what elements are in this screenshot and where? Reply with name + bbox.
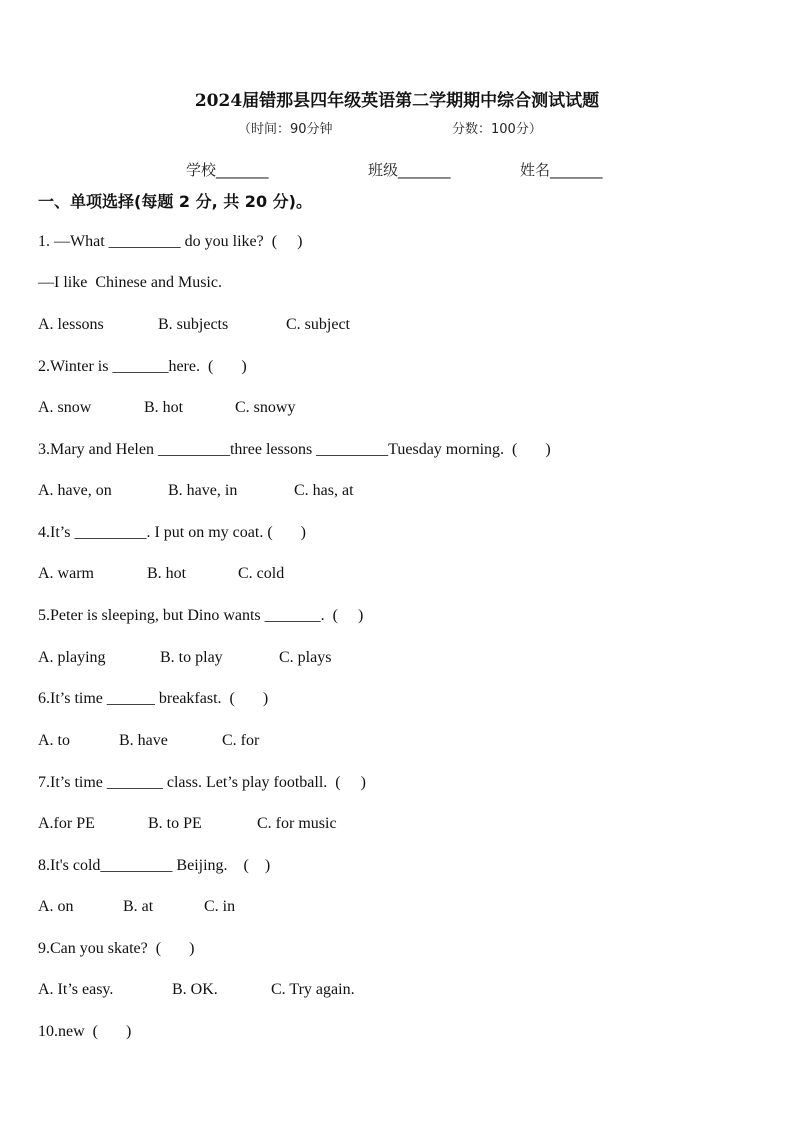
option-c[interactable]: C. Try again. bbox=[271, 981, 355, 998]
question-stem: 3.Mary and Helen _________three lessons _________Tuesday morning. ( ) bbox=[38, 441, 551, 458]
option-a[interactable]: A. lessons bbox=[38, 316, 104, 333]
option-b[interactable]: B. have bbox=[119, 732, 168, 749]
option-b[interactable]: B. at bbox=[123, 898, 154, 915]
option-b[interactable]: B. hot bbox=[147, 565, 187, 582]
class-field[interactable]: 班级_______ bbox=[368, 161, 451, 179]
question-stem: 2.Winter is _______here. ( ) bbox=[38, 358, 247, 375]
option-b[interactable]: B. OK. bbox=[172, 981, 218, 998]
option-a[interactable]: A.for PE bbox=[38, 815, 95, 832]
option-b[interactable]: B. hot bbox=[144, 399, 184, 416]
option-b[interactable]: B. subjects bbox=[158, 316, 229, 333]
option-c[interactable]: C. for bbox=[222, 732, 260, 749]
option-a[interactable]: A. warm bbox=[38, 565, 94, 582]
option-c[interactable]: C. cold bbox=[238, 565, 285, 582]
option-c[interactable]: C. in bbox=[204, 898, 236, 915]
option-c[interactable]: C. snowy bbox=[235, 399, 296, 416]
question-stem: 1. —What _________ do you like? ( ) bbox=[38, 233, 303, 250]
option-c[interactable]: C. plays bbox=[279, 649, 332, 666]
option-a[interactable]: A. have, on bbox=[38, 482, 112, 499]
question-stem: 6.It’s time ______ breakfast. ( ) bbox=[38, 690, 269, 707]
option-a[interactable]: A. on bbox=[38, 898, 74, 915]
question-stem: 4.It’s _________. I put on my coat. ( ) bbox=[38, 524, 306, 541]
option-a[interactable]: A. snow bbox=[38, 399, 92, 416]
exam-score: 分数：100分） bbox=[452, 122, 542, 137]
option-c[interactable]: C. for music bbox=[257, 815, 337, 832]
option-a[interactable]: A. It’s easy. bbox=[38, 981, 114, 998]
name-field[interactable]: 姓名_______ bbox=[520, 161, 603, 179]
question-stem: 5.Peter is sleeping, but Dino wants _______. ( ) bbox=[38, 607, 364, 624]
question-sub: —I like Chinese and Music. bbox=[38, 274, 222, 291]
question-stem: 9.Can you skate? ( ) bbox=[38, 940, 195, 957]
exam-time: （时间：90分钟 bbox=[238, 122, 333, 137]
option-a[interactable]: A. to bbox=[38, 732, 70, 749]
option-a[interactable]: A. playing bbox=[38, 649, 106, 666]
section-heading: 一、单项选择(每题 2 分, 共 20 分)。 bbox=[38, 192, 312, 211]
option-c[interactable]: C. subject bbox=[286, 316, 350, 333]
question-stem: 10.new ( ) bbox=[38, 1023, 132, 1040]
school-field[interactable]: 学校_______ bbox=[186, 161, 269, 179]
option-c[interactable]: C. has, at bbox=[294, 482, 354, 499]
option-b[interactable]: B. to PE bbox=[148, 815, 202, 832]
question-stem: 7.It’s time _______ class. Let’s play football. ( ) bbox=[38, 774, 366, 791]
page-title: 2024届错那县四年级英语第二学期期中综合测试试题 bbox=[194, 91, 600, 111]
question-stem: 8.It's cold_________ Beijing. ( ) bbox=[38, 857, 271, 874]
option-b[interactable]: B. have, in bbox=[168, 482, 238, 499]
option-b[interactable]: B. to play bbox=[160, 649, 223, 666]
